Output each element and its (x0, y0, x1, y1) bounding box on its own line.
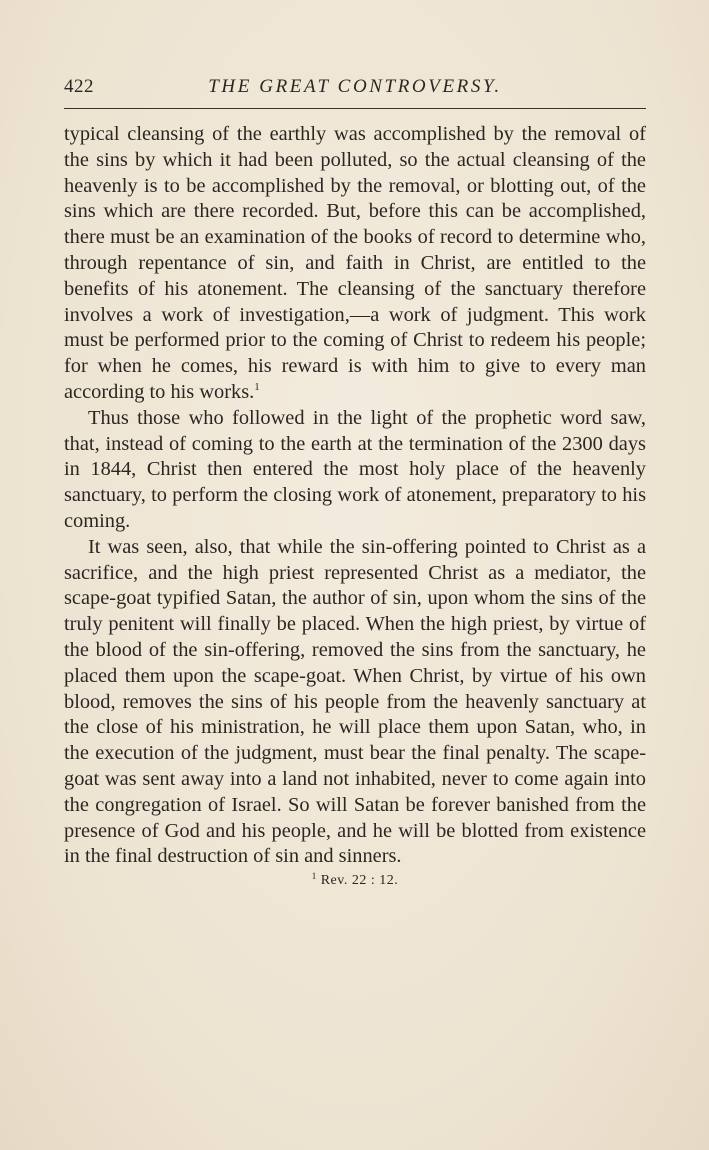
paragraph-1-text: typical cleansing of the earthly was accomplished by the removal of the sins by which it had been polluted, so the actual cleansing of the heavenly is to be accomplished by the removal, or blotting out, of the sins which are there recorded. But, before this can be accomplished, there must be an examination of the books of record to determine who, through repentance of sin, and faith in Christ, are entitled to the benefits of his atonement. The cleansing of the sanctuary therefore involves a work of investigation,—a work of judgment. This work must be performed prior to the coming of Christ to redeem his people; for when he comes, his reward is with him to give to every man according to his works. (64, 123, 646, 403)
footnote (64, 873, 646, 889)
paragraph-1 (64, 122, 646, 406)
page-number: 422 (64, 76, 94, 97)
page-header (64, 74, 646, 109)
running-title: THE GREAT CONTROVERSY. (208, 76, 502, 97)
footnote-mark: 1 (311, 871, 317, 882)
body-text (64, 122, 646, 870)
paragraph-3: It was seen, also, that while the sin-offering pointed to Christ as a sacrifice, and the high priest represented Christ as a mediator, the scape-goat typified Satan, the author of sin, upon whom the sins of the truly penitent will finally be placed. When the high priest, by virtue of the blood of the sin-offering, removed the sins from the sanctuary, he placed them upon the scape-goat. When Christ, by virtue of his own blood, removes the sins of his people from the heavenly sanctuary at the close of his ministration, he will place them upon Satan, who, in the execution of the judgment, must bear the final penalty. The scape-goat was sent away into a land not inhabited, never to come again into the congregation of Israel. So will Satan be forever banished from the presence of God and his people, and he will be blotted from existence in the final destruction of sin and sinners. (64, 535, 646, 868)
footnote-text: Rev. 22 : 12. (320, 873, 399, 889)
book-page (64, 74, 646, 889)
paragraph-2: Thus those who followed in the light of the prophetic word saw, that, instead of coming to the earth at the termination of the 2300 days in 1844, Christ then entered the most holy place of the heavenly sanctuary, to perform the closing work of atonement, preparatory to his coming. (64, 406, 646, 532)
footnote-reference: 1 (254, 380, 260, 393)
